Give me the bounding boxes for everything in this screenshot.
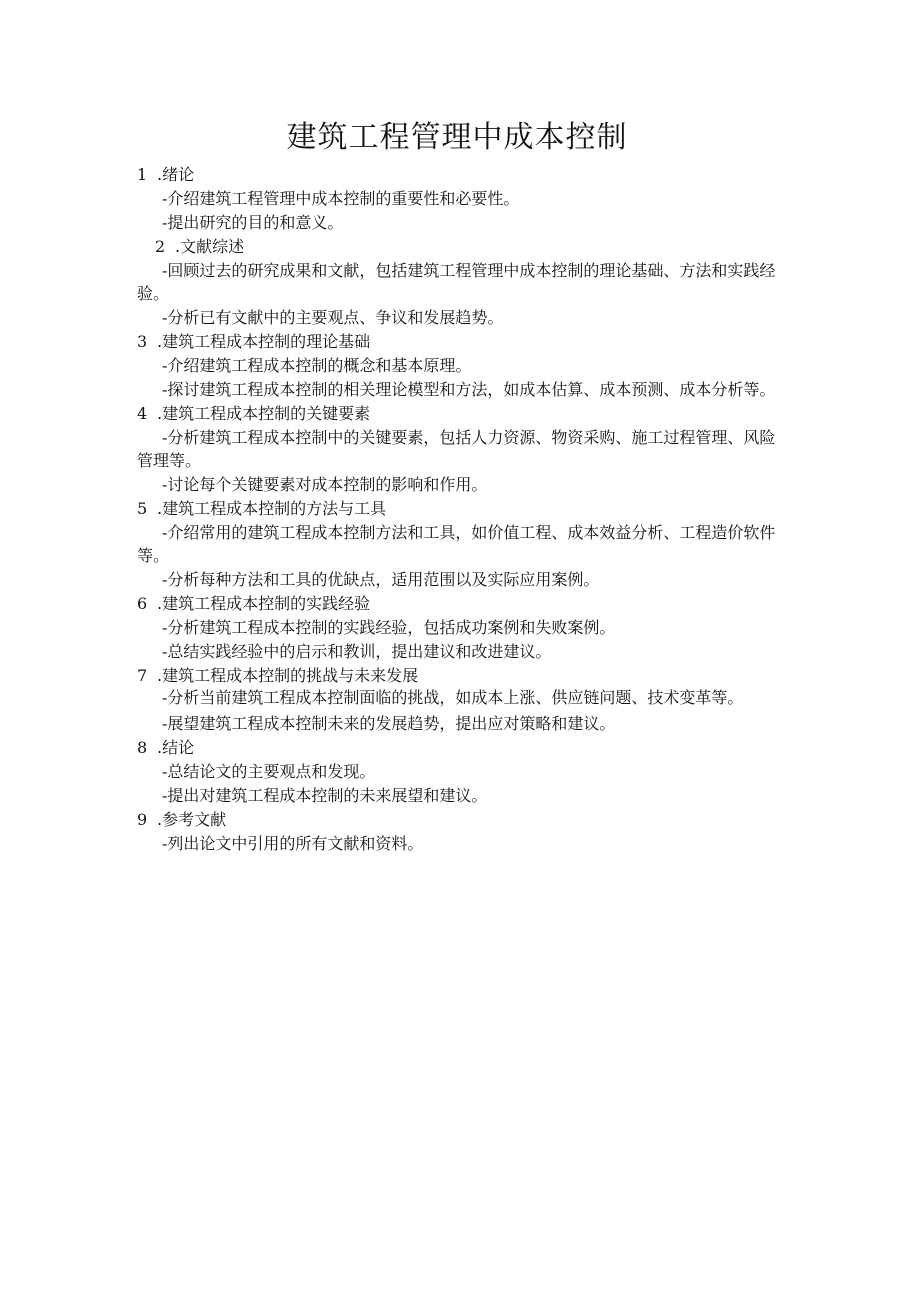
list-item: -分析已有文献中的主要观点、争议和发展趋势。 (162, 308, 504, 327)
section-heading (137, 664, 777, 687)
list-item: -介绍常用的建筑工程成本控制方法和工具，如价值工程、成本效益分析、工程造价软件等。 (137, 523, 776, 565)
section-6 (137, 592, 777, 663)
section-title: .结论 (157, 738, 195, 757)
list-item: -探讨建筑工程成本控制的相关理论模型和方法，如成本估算、成本预测、成本分析等。 (162, 380, 776, 399)
section-number: 6 (137, 594, 148, 613)
list-item: -提出研究的目的和意义。 (162, 213, 344, 232)
list-item: -介绍建筑工程管理中成本控制的重要性和必要性。 (162, 189, 520, 208)
section-title: .参考文献 (157, 810, 227, 829)
section-number: 2 (155, 237, 166, 256)
section-heading (137, 808, 777, 831)
section-heading (137, 497, 777, 520)
list-item: -分析建筑工程成本控制中的关键要素，包括人力资源、物资采购、施工过程管理、风险管理等。 (137, 428, 776, 470)
section-title: .建筑工程成本控制的方法与工具 (157, 499, 387, 518)
section-number: 5 (137, 499, 148, 518)
section-4 (137, 402, 777, 496)
section-heading (137, 402, 777, 425)
section-heading (137, 235, 777, 258)
list-item: -分析建筑工程成本控制的实践经验，包括成功案例和失败案例。 (162, 618, 616, 637)
section-title: .绪论 (157, 165, 195, 184)
section-8 (137, 736, 777, 807)
section-number: 7 (137, 666, 148, 685)
section-title: .建筑工程成本控制的挑战与未来发展 (157, 666, 419, 685)
list-item: -介绍建筑工程成本控制的概念和基本原理。 (162, 356, 472, 375)
section-number: 1 (137, 165, 148, 184)
section-number: 8 (137, 738, 148, 757)
section-title: .建筑工程成本控制的实践经验 (157, 594, 371, 613)
section-5 (137, 497, 777, 591)
section-number: 3 (137, 332, 148, 351)
list-item: -回顾过去的研究成果和文献，包括建筑工程管理中成本控制的理论基础、方法和实践经验。 (137, 261, 776, 303)
section-number: 4 (137, 404, 148, 423)
section-7 (137, 664, 777, 735)
list-item: -展望建筑工程成本控制未来的发展趋势，提出应对策略和建议。 (162, 714, 616, 733)
section-heading (137, 163, 777, 186)
section-2 (137, 235, 777, 329)
section-heading (137, 330, 777, 353)
list-item: -列出论文中引用的所有文献和资料。 (162, 834, 424, 853)
document-title: 建筑工程管理中成本控制 (286, 120, 628, 155)
section-3 (137, 330, 777, 401)
list-item: -提出对建筑工程成本控制的未来展望和建议。 (162, 786, 488, 805)
section-9 (137, 808, 777, 855)
section-heading (137, 736, 777, 759)
list-item: -讨论每个关键要素对成本控制的影响和作用。 (162, 475, 488, 494)
section-title: .建筑工程成本控制的关键要素 (157, 404, 371, 423)
section-number: 9 (137, 810, 148, 829)
list-item: -分析每种方法和工具的优缺点，适用范围以及实际应用案例。 (162, 570, 600, 589)
section-1 (137, 163, 777, 234)
list-item: -分析当前建筑工程成本控制面临的挑战，如成本上涨、供应链问题、技术变革等。 (162, 688, 744, 707)
outline-list (137, 163, 777, 856)
section-title: .建筑工程成本控制的理论基础 (157, 332, 371, 351)
list-item: -总结论文的主要观点和发现。 (162, 762, 376, 781)
section-title: .文献综述 (175, 237, 245, 256)
section-heading (137, 592, 777, 615)
list-item: -总结实践经验中的启示和教训，提出建议和改进建议。 (162, 642, 552, 661)
